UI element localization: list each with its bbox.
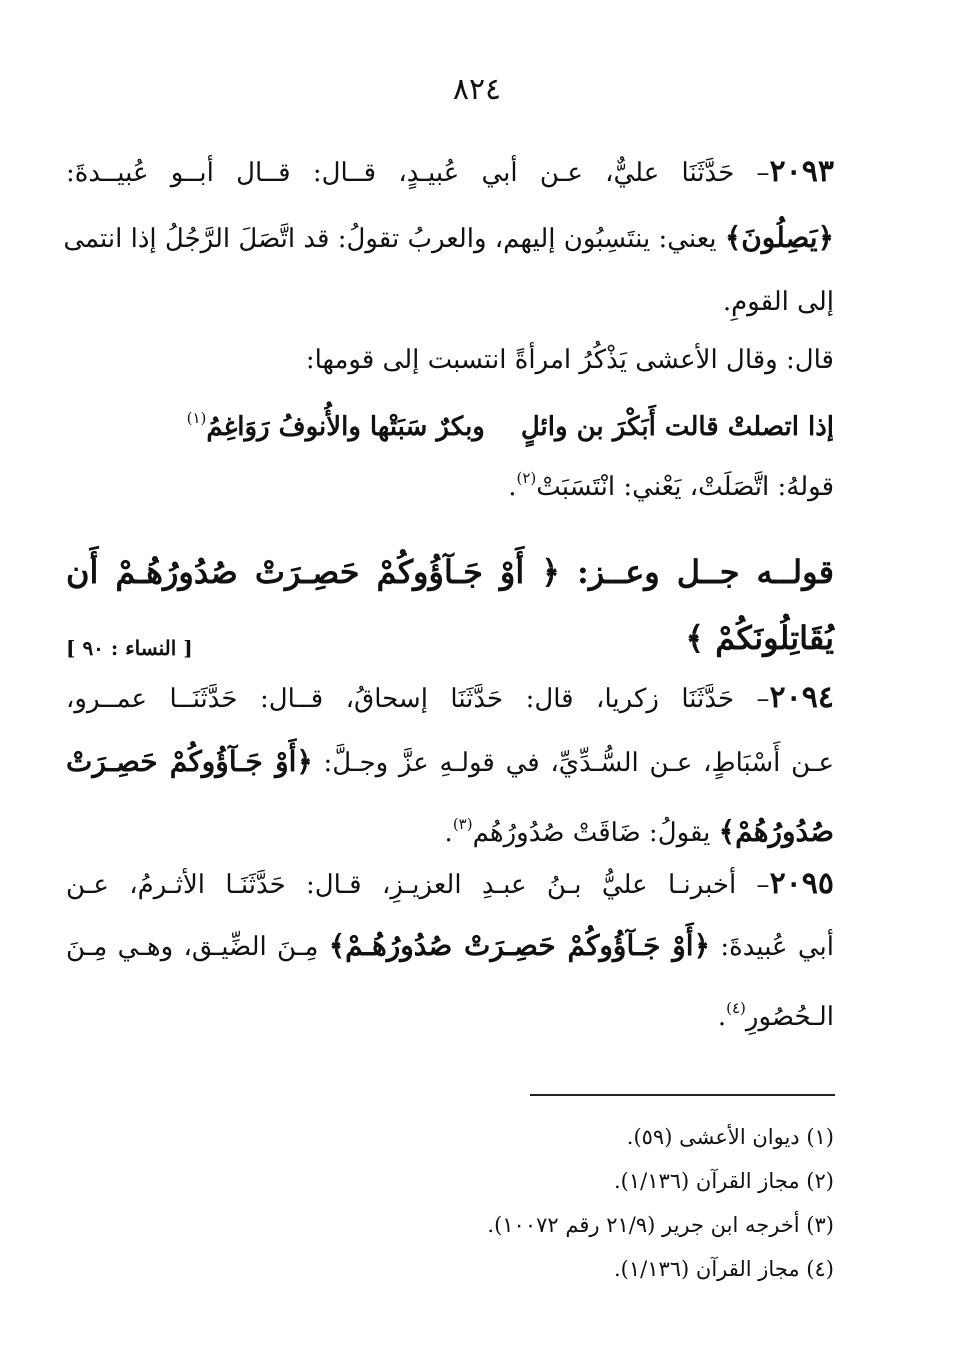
footnote-2: (٢) مجاز القرآن (١/١٣٦). xyxy=(613,1169,834,1193)
isnad-text: عـن أَسْبَاطٍ، عـن السُّـدِّيِّ، في قولـهِ عزَّ وجـلَّ: xyxy=(312,748,834,778)
footnote-divider xyxy=(530,1094,835,1096)
page-number: ٨٢٤ xyxy=(452,72,502,107)
hadith-2095-line-1 xyxy=(66,864,834,905)
footnote-ref: (٤) xyxy=(726,999,746,1017)
footnote-1: (١) ديوان الأعشى (٥٩). xyxy=(626,1125,834,1149)
isnad-text: – حَدَّثَنَا عليٌّ، عـن أبي عُبيـدٍ، قــال: قــال أبــو عُبيــدةَ: xyxy=(66,158,770,188)
isnad-text: – أخبرنـا عليُّ بـنُ عبـدِ العزيـزِ، قـال: حَدَّثَنَـا الأثـرمُ، عـن xyxy=(66,870,770,900)
hadith-2093-line-1 xyxy=(66,152,834,193)
explanation-text: قولهُ: اتَّصَلَتْ، يَعْني: انْتَسَبَتْ xyxy=(536,472,834,502)
isnad-text: – حَدَّثَنَا زكريا، قال: حَدَّثَنَا إسحاقُ، قــال: حَدَّثَنَــا عمــرو، xyxy=(66,684,770,714)
explanation-text: يقولُ: ضَاقَتْ صُدُورُهُم xyxy=(472,818,719,848)
explanation-text: يعني: ينتَسِبُون إليهم، والعربُ تقولُ: قد اتَّصَلَ الرَّجُلُ إذا انتمى xyxy=(63,224,725,254)
hadith-2095-line-2 xyxy=(66,926,834,967)
hadith-number: ٢٠٩٣ xyxy=(769,154,834,189)
hadith-2095-line-3 xyxy=(66,988,834,1037)
poem-first-hemistich: إذا اتصلتْ قالت أَبَكْرَ بن وائلٍ xyxy=(520,412,834,442)
hadith-2094-line-3 xyxy=(66,804,834,853)
surah-reference: [ النساء : ٩٠ ] xyxy=(66,636,193,660)
explanation-text: الـحُصُورِ xyxy=(745,1002,834,1032)
heading-quran-end: يُقَاتِلُونَكُمْ ﴾ xyxy=(685,619,834,657)
hadith-2094-line-2 xyxy=(66,742,834,783)
quran-quote: صُدُورُهُمْ﴾ xyxy=(718,815,834,848)
heading-line-1: قولــه جــل وعــز: ﴿ أَوْ جَـآؤُوكُمْ حَصِـرَتْ صُدُورُهُـمْ أَن xyxy=(66,553,834,591)
heading-line-2 xyxy=(66,614,834,662)
footnote-ref: (٢) xyxy=(516,469,537,487)
hadith-2094-line-1 xyxy=(66,678,834,719)
quran-quote: ﴿أَوْ جَـآؤُوكُمْ حَصِـرَتْ صُدُورُهُـمْ﴾ xyxy=(328,929,710,962)
poem-verse xyxy=(66,398,834,447)
hadith-2093-line-2 xyxy=(63,218,834,259)
hadith-number: ٢٠٩٥ xyxy=(769,866,835,901)
poem-intro-text: قال: وقال الأعشى يَذْكُرُ امرأةً انتسبت إلى قومها: xyxy=(305,345,834,375)
period: . xyxy=(717,1002,727,1032)
period: . xyxy=(444,818,453,848)
poem-intro xyxy=(66,340,834,380)
poem-second-hemistich: وبكرٌ سَبَتْها والأُنوفُ رَوَاغِمُ xyxy=(206,412,485,442)
footnote-4: (٤) مجاز القرآن (١/١٣٦). xyxy=(613,1257,834,1281)
quran-quote: ﴿يَصِلُونَ﴾ xyxy=(724,221,834,254)
explanation-text: مِـنَ الضِّيـق، وهـي مِـنَ xyxy=(66,932,329,962)
period: . xyxy=(508,472,517,502)
hadith-number: ٢٠٩٤ xyxy=(769,680,834,715)
explanation-text: إلى القومِ. xyxy=(722,287,834,317)
footnote-ref: (١) xyxy=(186,409,207,427)
footnote-3: (٣) أخرجه ابن جرير (٢١/٩ رقم ١٠٠٧٢). xyxy=(487,1213,834,1237)
isnad-text: أبي عُبيدةَ: xyxy=(710,932,834,962)
hadith-2093-line-6 xyxy=(66,458,834,507)
quran-quote: ﴿أَوْ جَـآؤُوكُمْ حَصِـرَتْ xyxy=(66,745,313,778)
footnote-ref: (٣) xyxy=(452,815,473,833)
hadith-2093-line-3 xyxy=(66,282,834,322)
